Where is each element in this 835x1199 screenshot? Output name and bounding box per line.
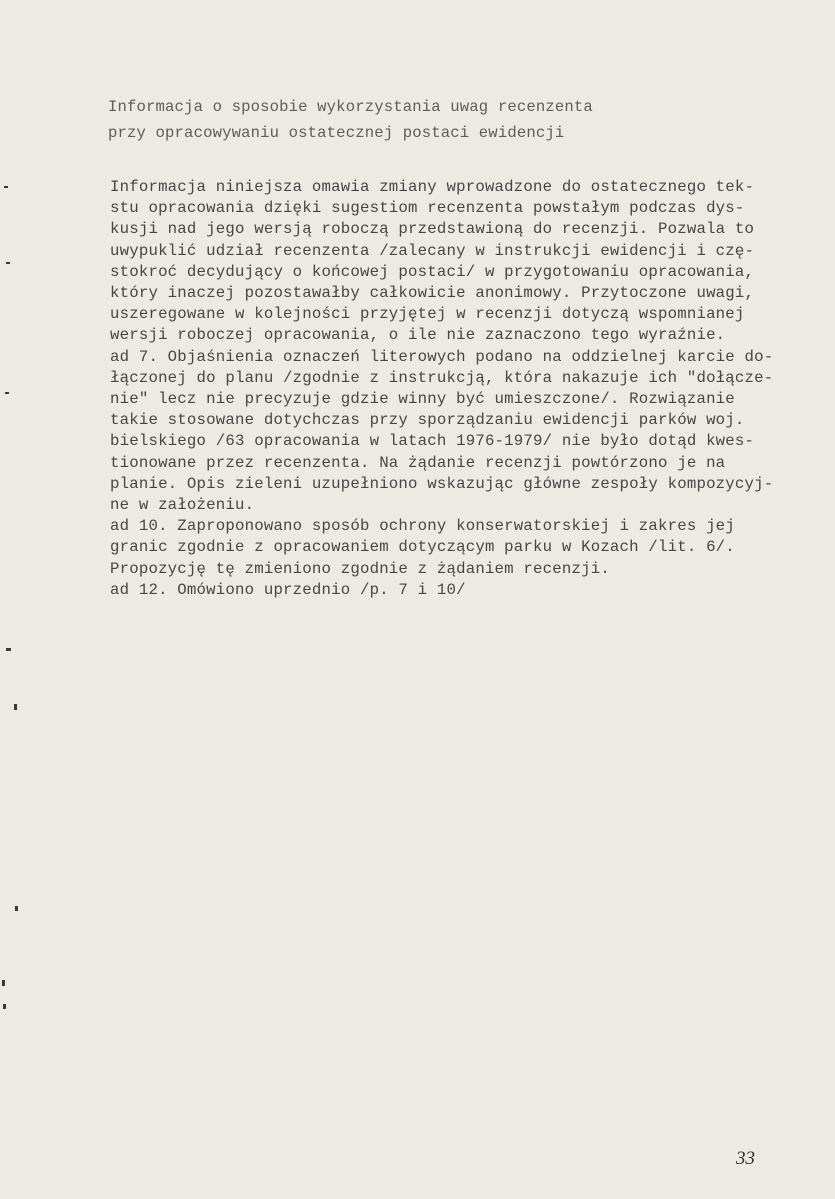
body-line: bielskiego /63 opracowania w latach 1976-1979/ nie było dotąd kwes- <box>110 432 755 451</box>
body-line: ad 10. Zaproponowano sposób ochrony konserwatorskiej i zakres jej <box>110 517 735 536</box>
title-line: przy opracowywaniu ostatecznej postaci ewidencji <box>108 124 565 142</box>
margin-mark <box>5 392 9 394</box>
title-line: Informacja o sposobie wykorzystania uwag recenzenta <box>108 98 593 116</box>
body-line: takie stosowane dotychczas przy sporządzaniu ewidencji parków woj. <box>110 411 745 430</box>
document-body <box>110 177 810 601</box>
body-line: stu opracowania dzięki sugestiom recenzenta powstałym podczas dys- <box>110 199 745 218</box>
document-title <box>108 94 748 146</box>
margin-mark <box>2 980 5 986</box>
body-line: planie. Opis zieleni uzupełniono wskazując główne zespoły kompozycyj- <box>110 474 774 493</box>
body-line: który inaczej pozostawałby całkowicie anonimowy. Przytoczone uwagi, <box>110 284 755 303</box>
margin-mark <box>6 262 10 264</box>
body-line: stokroć decydujący o końcowej postaci/ w przygotowaniu opracowania, <box>110 262 755 281</box>
body-line: łączonej do planu /zgodnie z instrukcją, która nakazuje ich "dołącze- <box>110 368 774 387</box>
body-line: ad 12. Omówiono uprzednio /p. 7 i 10/ <box>110 580 466 599</box>
body-line: nie" lecz nie precyzuje gdzie winny być umieszczone/. Rozwiązanie <box>110 390 735 409</box>
margin-mark <box>15 906 18 911</box>
body-line: Informacja niniejsza omawia zmiany wprowadzone do ostatecznego tek- <box>110 178 755 196</box>
body-line: ad 7. Objaśnienia oznaczeń literowych podano na oddzielnej karcie do- <box>110 347 774 366</box>
body-line: uwypuklić udział recenzenta /zalecany w instrukcji ewidencji i czę- <box>110 241 755 260</box>
body-line: ne w założeniu. <box>110 496 255 515</box>
margin-mark <box>3 1004 6 1009</box>
body-line: wersji roboczej opracowania, o ile nie zaznaczono tego wyraźnie. <box>110 326 726 345</box>
page-number: 33 <box>736 1148 755 1169</box>
body-line: tionowane przez recenzenta. Na żądanie recenzji powtórzono je na <box>110 453 726 472</box>
body-line: uszeregowane w kolejności przyjętej w recenzji dotyczą wspomnianej <box>110 305 745 324</box>
margin-mark <box>6 648 11 651</box>
body-line: granic zgodnie z opracowaniem dotyczącym parku w Kozach /lit. 6/. <box>110 538 735 557</box>
body-line: kusji nad jego wersją roboczą przedstawioną do recenzji. Pozwala to <box>110 220 755 239</box>
margin-mark <box>4 186 8 188</box>
margin-mark <box>14 704 17 710</box>
body-line: Propozycję tę zmieniono zgodnie z żądaniem recenzji. <box>110 559 610 578</box>
